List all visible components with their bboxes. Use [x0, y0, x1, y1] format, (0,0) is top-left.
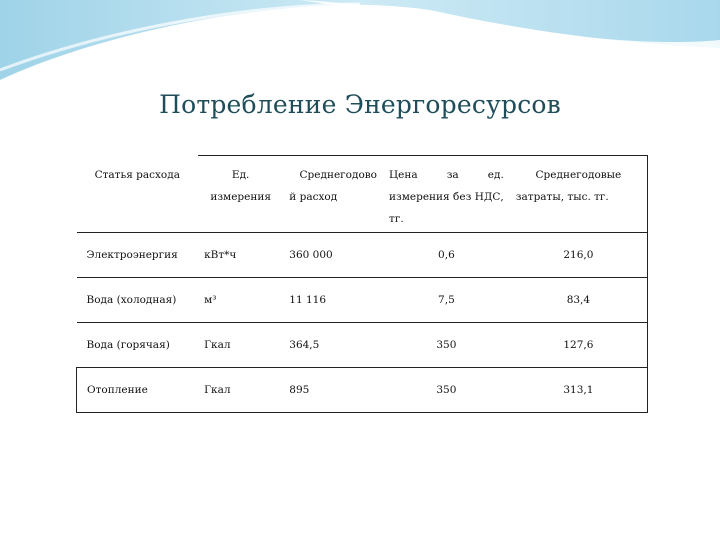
- header-text: измерения без НДС,: [389, 191, 504, 203]
- table-row: [77, 233, 648, 278]
- header-cell-unit-price: [383, 156, 510, 233]
- row-consumption: 360 000: [283, 233, 383, 278]
- row-price: 0,6: [383, 233, 510, 278]
- row-cost: 216,0: [510, 233, 648, 278]
- header-text: Статья расхода: [94, 168, 180, 181]
- table-row: [77, 323, 648, 368]
- header-cell-expense-item: [77, 156, 199, 233]
- table-row: [77, 278, 648, 323]
- row-consumption: 895: [283, 368, 383, 413]
- header-cell-annual-consumption: [283, 156, 383, 233]
- header-text: Цена за ед.: [389, 169, 504, 181]
- header-cell-unit: [198, 156, 283, 233]
- page-title: Потребление Энергоресурсов: [159, 90, 561, 119]
- row-expense-item: Отопление: [77, 368, 199, 413]
- row-cost: 127,6: [510, 323, 648, 368]
- energy-consumption-table: [76, 155, 648, 413]
- row-expense-item: Вода (холодная): [77, 278, 199, 323]
- row-price: 7,5: [383, 278, 510, 323]
- row-consumption: 364,5: [283, 323, 383, 368]
- row-expense-item: Вода (горячая): [77, 323, 199, 368]
- row-consumption: 11 116: [283, 278, 383, 323]
- row-unit: Гкал: [198, 368, 283, 413]
- header-text: Среднегодовые: [535, 169, 622, 181]
- row-expense-item: Электроэнергия: [77, 233, 199, 278]
- header-text: й расход: [289, 191, 338, 203]
- row-unit: Гкал: [198, 323, 283, 368]
- header-text: измерения: [210, 191, 271, 203]
- header-text: тг.: [389, 213, 404, 225]
- row-unit: кВт*ч: [198, 233, 283, 278]
- row-price: 350: [383, 323, 510, 368]
- row-price: 350: [383, 368, 510, 413]
- table-row: [77, 368, 648, 413]
- decorative-wave-banner: [0, 0, 720, 90]
- row-unit: м³: [198, 278, 283, 323]
- row-cost: 313,1: [510, 368, 648, 413]
- header-text: Среднегодово: [299, 169, 378, 181]
- header-cell-annual-cost: [510, 156, 648, 233]
- header-text: затраты, тыс. тг.: [515, 191, 609, 203]
- header-text: Ед.: [231, 169, 250, 181]
- table-header-row: [77, 156, 648, 233]
- row-cost: 83,4: [510, 278, 648, 323]
